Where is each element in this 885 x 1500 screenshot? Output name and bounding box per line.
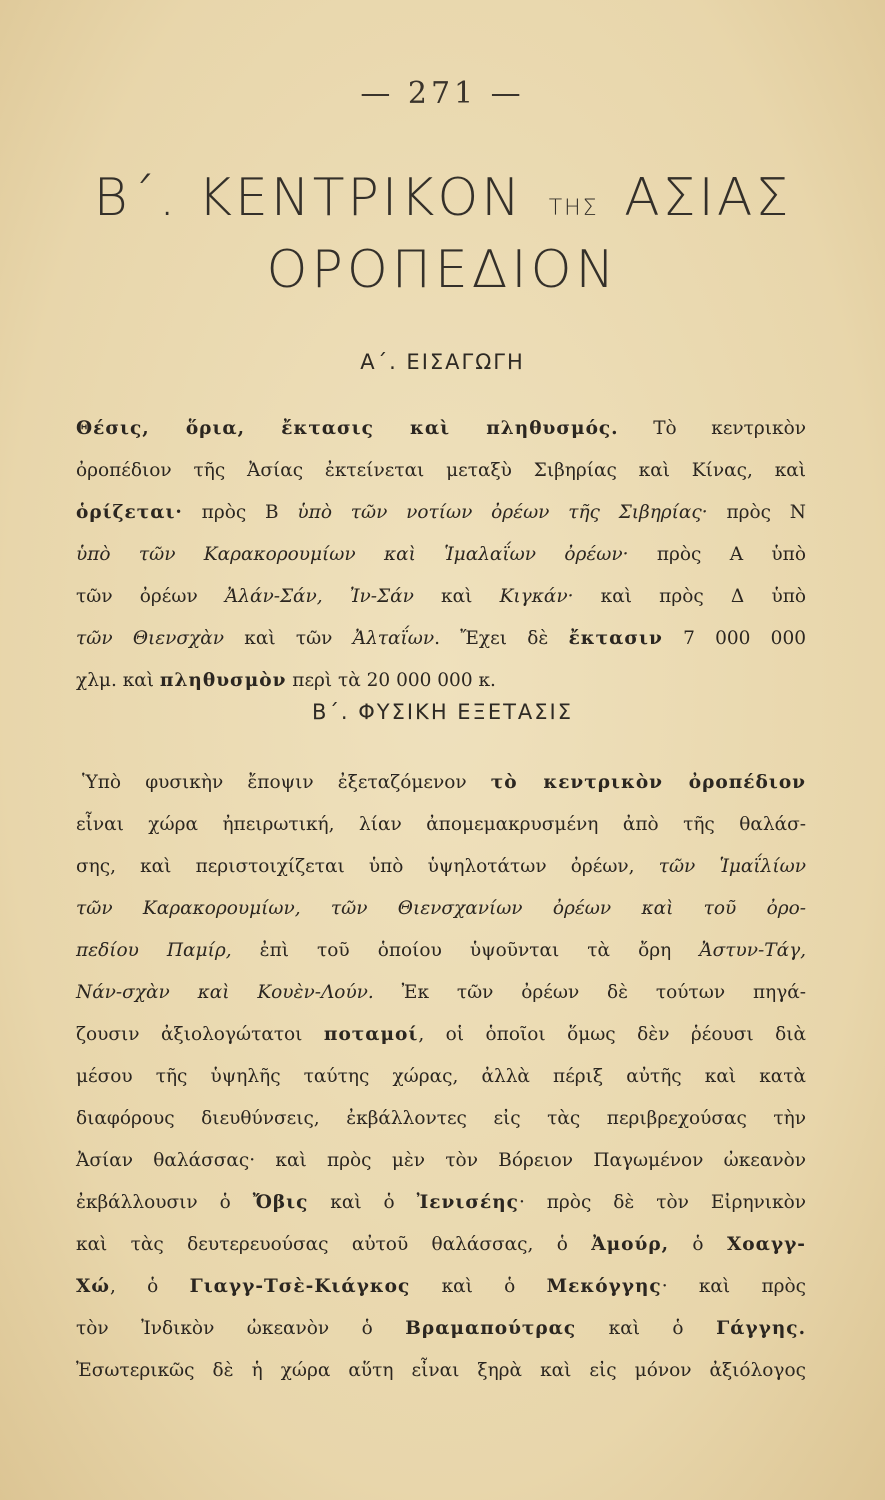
section-b-heading: Β΄. ΦΥΣΙΚΗ ΕΞΕΤΑΣΙΣ <box>311 700 574 724</box>
bold-term: Μεκόγγης <box>546 1276 662 1297</box>
text-run: ἐκβάλλουσιν ὁ <box>76 1192 253 1213</box>
bold-term: Ὄβις <box>252 1192 309 1213</box>
italic-run: Νάν-σχὰν καὶ Κουὲν-Λούν. <box>76 982 374 1003</box>
bold-term: Γάγγης. <box>716 1318 807 1339</box>
text-run: ὁ <box>669 1234 727 1255</box>
text-line <box>76 1224 806 1266</box>
text-run: , οἱ ὁποῖοι ὅμως δὲν ῥέουσι διὰ <box>418 1024 806 1045</box>
italic-run: ὑπὸ τῶν Καρακορουμίων καὶ Ἱμαλαΐων ὀρέων· <box>76 544 629 565</box>
text-line <box>76 492 806 534</box>
text-run: . Ἔχει δὲ <box>434 628 569 649</box>
text-line <box>76 1014 806 1056</box>
text-run: Ἐκ τῶν ὀρέων δὲ τούτων πηγά- <box>373 982 806 1003</box>
title-main: ΚΕΝΤΡΙΚΟΝ <box>197 168 524 228</box>
text-run: καὶ ὁ <box>410 1276 547 1297</box>
text-run: καὶ πρὸς Δ ὑπὸ <box>573 586 806 607</box>
bold-term: Γιαγγ-Τσὲ-Κιάγκος <box>189 1276 411 1297</box>
text-line <box>76 660 806 702</box>
italic-run: Ἀλταΐων <box>352 628 435 649</box>
text-line <box>76 1182 806 1224</box>
section-a-heading: Α΄. ΕΙΣΑΓΩΓΗ <box>360 350 525 374</box>
text-line <box>76 972 806 1014</box>
title-connector: ΤΗΣ <box>548 196 599 221</box>
text-run: πρὸς Α ὑπὸ <box>628 544 806 565</box>
text-run: ζουσιν ἀξιολογώτατοι <box>76 1024 324 1045</box>
bold-term: πληθυσμὸν <box>159 670 287 691</box>
italic-run: Κιγκάν· <box>499 586 574 607</box>
text-run: Τὸ κεντρικὸν <box>618 418 806 439</box>
text-run: καὶ ὁ <box>308 1192 417 1213</box>
text-run: Ἀσίαν θαλάσσας· καὶ πρὸς μὲν τὸν Βόρειον Παγωμένον ὠκεανὸν <box>76 1150 806 1171</box>
text-line <box>76 408 806 450</box>
bold-term: Ἀμούρ, <box>591 1234 670 1255</box>
text-run: τῶν ὀρέων <box>76 586 225 607</box>
text-line <box>76 1350 806 1392</box>
text-run: Ὑπὸ φυσικὴν ἔποψιν ἐξεταζόμενον <box>82 772 491 793</box>
italic-run: πεδίου Παμίρ, <box>76 940 232 961</box>
part-label: Β΄. <box>93 168 179 228</box>
text-line <box>76 1098 806 1140</box>
chapter-title-line-2: ΟΡΟΠΕΔΙΟΝ <box>266 240 619 300</box>
bold-term: ποταμοί <box>323 1024 419 1045</box>
text-line <box>76 1140 806 1182</box>
text-run: καὶ ὁ <box>576 1318 717 1339</box>
text-line <box>76 888 806 930</box>
italic-run: τῶν Καρακορουμίων, τῶν Θιενσχανίων ὀρέων καὶ τοῦ ὀρο- <box>76 898 806 919</box>
text-line <box>76 846 806 888</box>
bold-term: ὁρίζεται· <box>76 502 183 523</box>
text-run: καὶ <box>116 670 160 691</box>
text-run: μέσου τῆς ὑψηλῆς ταύτης χώρας, ἀλλὰ πέριξ αὐτῆς καὶ κατὰ <box>76 1066 806 1087</box>
text-run: · πρὸς δὲ τὸν Εἰρηνικὸν <box>518 1192 807 1213</box>
text-run: ὀροπέδιον τῆς Ἀσίας ἐκτείνεται μεταξὺ Σιβηρίας καὶ Κίνας, καὶ <box>76 460 806 481</box>
text-run: καὶ τὰς δευτερευούσας αὐτοῦ θαλάσσας, ὁ <box>76 1234 592 1255</box>
text-run: πρὸς Β <box>182 502 298 523</box>
text-line <box>76 804 806 846</box>
text-run: εἶναι χώρα ἠπειρωτική, λίαν ἀπομεμακρυσμένη ἀπὸ τῆς θαλάσ- <box>76 814 806 835</box>
italic-run: τῶν Θιενσχὰν <box>76 628 225 649</box>
text-run: πρὸς Ν <box>707 502 806 523</box>
bold-term: Βραμαπούτρας <box>405 1318 577 1339</box>
text-line <box>76 450 806 492</box>
text-line <box>76 576 806 618</box>
text-line <box>76 1308 806 1350</box>
bold-term: Θέσις, ὅρια, ἔκτασις καὶ πληθυσμός. <box>76 418 619 439</box>
text-run: περὶ τὰ 20 000 000 κ. <box>286 670 496 691</box>
text-line <box>76 534 806 576</box>
bold-term: ἔκτασιν <box>568 628 663 649</box>
section-b-paragraph <box>76 762 806 1392</box>
italic-run: ὑπὸ τῶν νοτίων ὀρέων τῆς Σιβηρίας· <box>297 502 708 523</box>
italic-run: Ἀστυν-Τάγ, <box>699 940 807 961</box>
text-run: διαφόρους διευθύνσεις, ἐκβάλλοντες εἰς τὰς περιβρεχούσας τὴν <box>76 1108 806 1129</box>
page-number: — 271 — <box>360 76 525 111</box>
text-run: Ἐσωτερικῶς δὲ ἡ χώρα αὕτη εἶναι ξηρὰ καὶ εἰς μόνον ἀξιόλογος <box>76 1360 806 1381</box>
italic-run: τῶν Ἱμαΐλίων <box>658 856 806 877</box>
text-line <box>76 1266 806 1308</box>
text-run: , ὁ <box>109 1276 190 1297</box>
bold-term: Χώ <box>76 1276 110 1297</box>
text-line <box>76 930 806 972</box>
bold-term: τὸ κεντρικὸν ὀροπέδιον <box>490 772 806 793</box>
text-run: καὶ <box>413 586 500 607</box>
italic-run: Ἀλάν-Σάν, Ἰν-Σάν <box>224 586 414 607</box>
text-run: χλμ. <box>76 670 117 691</box>
text-run: ἐπὶ τοῦ ὁποίου ὑψοῦνται τὰ ὄρη <box>231 940 700 961</box>
text-line <box>76 1056 806 1098</box>
bold-term: Ἰενισέης <box>416 1192 519 1213</box>
text-run: καὶ τῶν <box>224 628 353 649</box>
text-run: · καὶ πρὸς <box>661 1276 807 1297</box>
text-line <box>76 618 806 660</box>
title-region: ΑΣΙΑΣ <box>624 168 792 228</box>
text-run: σης, καὶ περιστοιχίζεται ὑπὸ ὑψηλοτάτων ὀρέων, <box>76 856 659 877</box>
text-run: τὸν Ἰνδικὸν ὠκεανὸν ὁ <box>76 1318 406 1339</box>
bold-term: Χοαγγ- <box>726 1234 806 1255</box>
section-a-paragraph <box>76 408 806 702</box>
text-run: 7 000 000 <box>662 628 806 649</box>
text-line <box>76 762 806 804</box>
chapter-title-line-1 <box>0 168 885 228</box>
